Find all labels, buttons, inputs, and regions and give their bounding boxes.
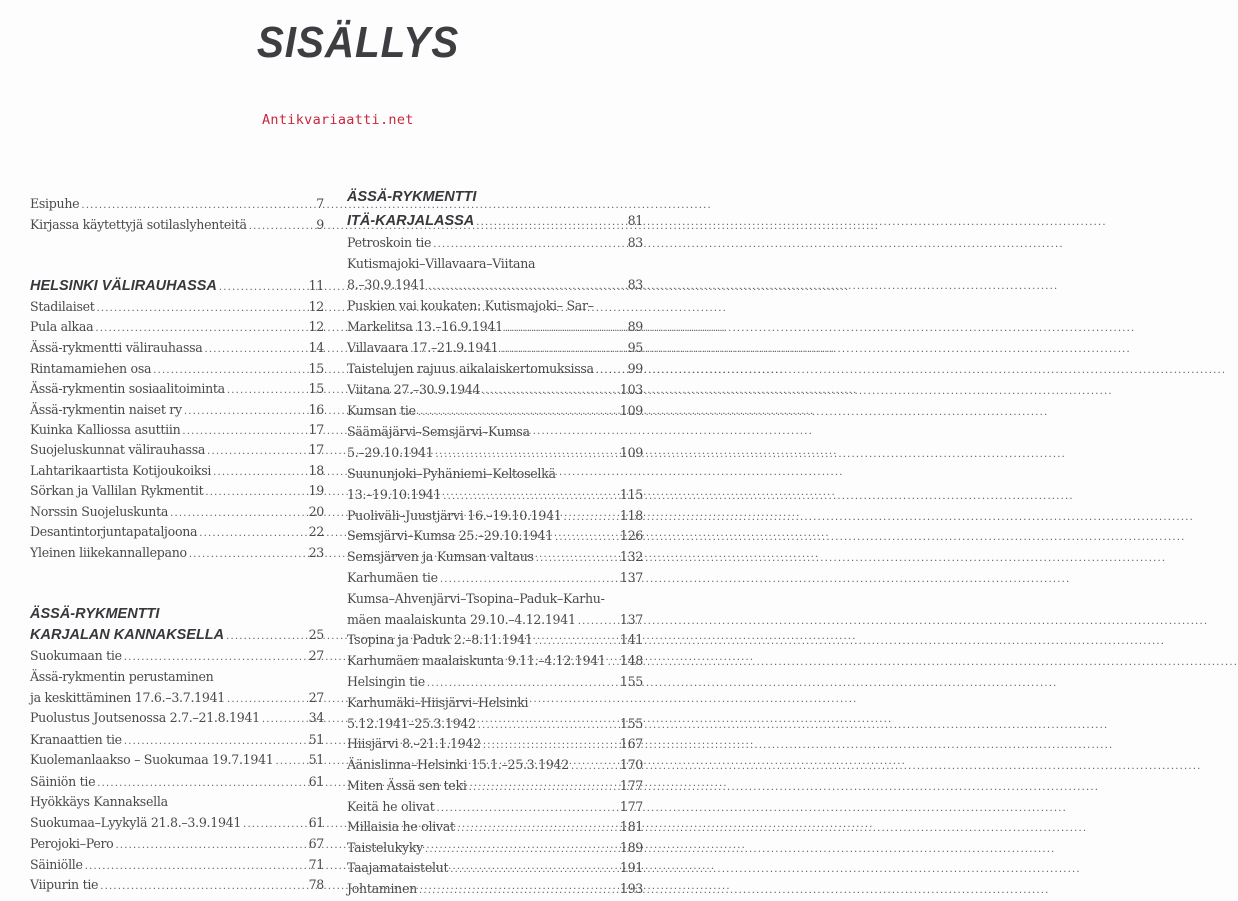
dot-leader: [249, 217, 315, 237]
toc-page-number: 132: [619, 549, 643, 564]
dot-leader: [184, 402, 307, 422]
toc-page-number: 193: [619, 881, 643, 896]
toc-entry-title: Tsopina ja Paduk 2.–8.11.1941: [347, 632, 533, 647]
toc-entry: [347, 380, 643, 400]
toc-entry-title: KARJALAN KANNAKSELLA: [30, 627, 225, 643]
dot-leader: [182, 422, 306, 442]
toc-entry: [30, 481, 324, 501]
dot-leader: [440, 570, 618, 590]
toc-entry-title: Karhumäen maalaiskunta 9.11.–4.12.1941: [347, 653, 606, 668]
toc-entry-title: Kuolemanlaakso – Suokumaa 19.7.1941: [30, 752, 274, 767]
toc-page-number: 19: [308, 483, 324, 498]
toc-entry-title: Yleinen liikekannallepano: [30, 545, 187, 560]
toc-page-number: 170: [619, 757, 643, 772]
dot-leader: [437, 799, 618, 819]
toc-page-number: 71: [308, 857, 324, 872]
toc-page-number: 99: [627, 361, 643, 376]
toc-entry: [347, 296, 643, 316]
dot-leader: [571, 757, 618, 777]
toc-entry-title: Taistelujen rajuus aikalaiskertomuksissa: [347, 361, 594, 376]
dot-leader: [85, 857, 307, 877]
toc-entry-title: Karhumäen tie: [347, 570, 438, 585]
dot-leader: [596, 361, 626, 381]
toc-entry: [30, 646, 324, 666]
toc-entry-title: Puskien vai koukaten: Kutismajoki– Sar–: [347, 298, 594, 313]
toc-entry-title: Kranaattien tie: [30, 732, 122, 747]
toc-entry-title: Petroskoin tie: [347, 235, 432, 250]
dot-leader: [578, 612, 618, 632]
toc-entry-title: Säämäjärvi–Semsjärvi–Kumsa: [347, 424, 530, 439]
toc-page-number: 89: [627, 319, 643, 334]
toc-entry-title: Ässä-rykmentin naiset ry: [30, 402, 182, 417]
dot-leader: [276, 752, 307, 772]
toc-entry: [30, 194, 324, 214]
toc-entry: [347, 485, 643, 505]
toc-entry: [30, 708, 324, 728]
dot-leader: [115, 836, 306, 856]
toc-page-number: 81: [627, 213, 643, 228]
toc-entry: [30, 750, 324, 770]
dot-leader: [153, 361, 306, 381]
toc-page-number: 189: [619, 840, 643, 855]
toc-page-number: 20: [308, 504, 324, 519]
dot-leader: [243, 815, 306, 835]
dot-leader: [418, 403, 618, 423]
toc-entry: [347, 233, 643, 253]
dot-leader: [428, 277, 626, 297]
toc-entry-title: ja keskittäminen 17.6.–3.7.1941: [30, 690, 226, 705]
dot-leader: [500, 340, 625, 360]
toc-entry-title: Pula alkaa: [30, 319, 94, 334]
toc-page-number: 27: [308, 690, 324, 705]
toc-entry: [347, 672, 643, 692]
toc-entry-title: Puolustus Joutsenossa 2.7.–21.8.1941: [30, 710, 260, 725]
dot-leader: [425, 840, 618, 860]
dot-leader: [608, 653, 618, 673]
dot-leader: [262, 710, 307, 730]
toc-entry: [347, 401, 643, 421]
dot-leader: [469, 778, 618, 798]
toc-section-heading: [347, 187, 643, 207]
toc-entry: [347, 858, 643, 878]
dot-leader: [219, 278, 307, 298]
dot-leader: [482, 382, 618, 402]
toc-entry: [30, 543, 324, 563]
toc-page-number: 141: [619, 632, 643, 647]
toc-entry: [347, 755, 643, 775]
toc-entry: [347, 879, 643, 899]
dot-leader: [95, 319, 306, 339]
toc-page-number: 67: [308, 836, 324, 851]
toc-entry-title: Viitana 27.–30.9.1944: [347, 382, 481, 397]
toc-page-number: 61: [308, 815, 324, 830]
page-title: SISÄLLYS: [256, 18, 460, 67]
toc-entry: [30, 440, 324, 460]
toc-entry-title: Suokumaan tie: [30, 648, 122, 663]
toc-entry: [347, 317, 643, 337]
toc-entry: [30, 379, 324, 399]
dot-leader: [207, 442, 306, 462]
toc-entry: [347, 275, 643, 295]
toc-entry: [30, 215, 324, 235]
toc-entry: [30, 834, 324, 854]
toc-entry: [347, 776, 643, 796]
toc-entry: [347, 568, 643, 588]
toc-entry: [347, 838, 643, 858]
dot-leader: [170, 504, 306, 524]
toc-entry-title: Kumsa–Ahvenjärvi–Tsopina–Paduk–Karhu-: [347, 591, 605, 606]
toc-entry: [30, 522, 324, 542]
dot-leader: [505, 319, 626, 339]
dot-leader: [433, 235, 625, 255]
toc-entry-title: ÄSSÄ-RYKMENTTI: [347, 189, 477, 205]
dot-leader: [450, 860, 618, 880]
toc-entry-title: Johtaminen: [347, 881, 417, 896]
toc-page-number: 103: [619, 382, 643, 397]
toc-entry: [30, 772, 324, 792]
toc-page-number: 12: [308, 299, 324, 314]
toc-entry-title: Suokumaa–Lyykylä 21.8.–3.9.1941: [30, 815, 242, 830]
toc-page-number: 137: [619, 612, 643, 627]
dot-leader: [564, 508, 618, 528]
toc-entry: [30, 688, 324, 708]
toc-entry-title: Äänislinna–Helsinki 15.1.–25.3.1942: [347, 757, 569, 772]
toc-entry-title: Millaisia he olivat: [347, 819, 455, 834]
toc-entry: [347, 443, 643, 463]
toc-entry: [30, 338, 324, 358]
toc-entry: [347, 797, 643, 817]
toc-page-number: 83: [627, 277, 643, 292]
dot-leader: [555, 528, 618, 548]
toc-entry-title: Puoliväli–Juustjärvi 16.–19.10.1941: [347, 508, 562, 523]
toc-entry: [30, 420, 324, 440]
toc-entry-title: Suojeluskunnat välirauhassa: [30, 442, 206, 457]
toc-section-heading: [347, 211, 643, 231]
toc-entry: [347, 526, 643, 546]
toc-entry-title: 13.–19.10.1941: [347, 487, 442, 502]
toc-entry-title: 5.–29.10.1941: [347, 445, 434, 460]
toc-entry-title: Hiisjärvi 8.–21.1.1942: [347, 736, 481, 751]
toc-page-number: 109: [619, 403, 643, 418]
toc-entry-title: Stadilaiset: [30, 299, 95, 314]
toc-entry: [347, 506, 643, 526]
toc-entry-title: Ässä-rykmentin sosiaalitoiminta: [30, 381, 225, 396]
toc-entry-title: Norssin Suojeluskunta: [30, 504, 169, 519]
toc-page-number: 51: [308, 732, 324, 747]
toc-page-number: 15: [308, 361, 324, 376]
toc-page-number: 7: [316, 196, 324, 211]
toc-entry: [347, 610, 643, 630]
toc-page-number: 95: [627, 340, 643, 355]
toc-page-number: 155: [619, 674, 643, 689]
toc-entry: [30, 730, 324, 750]
toc-entry-title: Taistelukyky: [347, 840, 423, 855]
toc-page-number: 25: [308, 627, 324, 642]
toc-entry-title: Kirjassa käytettyjä sotilaslyhenteitä: [30, 217, 247, 232]
dot-leader: [100, 877, 306, 897]
toc-page-number: 34: [308, 710, 324, 725]
toc-entry-title: Kutismajoki–Villavaara–Viitana: [347, 256, 536, 271]
dot-leader: [97, 299, 307, 319]
toc-page-number: 83: [627, 235, 643, 250]
toc-entry: [347, 734, 643, 754]
toc-entry-title: Suununjoki–Pyhäniemi–Keltoselkä: [347, 466, 556, 481]
toc-entry: [347, 422, 643, 442]
toc-page-number: 126: [619, 528, 643, 543]
toc-page-number: 23: [308, 545, 324, 560]
toc-page-number: 14: [308, 340, 324, 355]
toc-page-number: 137: [619, 570, 643, 585]
dot-leader: [226, 627, 306, 647]
toc-page-number: 61: [308, 774, 324, 789]
toc-entry: [30, 400, 324, 420]
toc-page-number: 155: [619, 716, 643, 731]
toc-page-number: 12: [308, 319, 324, 334]
toc-page-number: 177: [619, 778, 643, 793]
toc-entry: [30, 667, 324, 687]
toc-entry-title: Keitä he olivat: [347, 799, 435, 814]
toc-page-number: 16: [308, 402, 324, 417]
toc-entry-title: Ässä-rykmentin perustaminen: [30, 669, 214, 684]
toc-entry-title: Kuinka Kalliossa asuttiin: [30, 422, 181, 437]
toc-page-number: 115: [619, 487, 643, 502]
toc-entry-title: Säiniön tie: [30, 774, 96, 789]
toc-entry: [30, 502, 324, 522]
toc-page-number: 191: [619, 860, 643, 875]
toc-entry-title: Rintamamiehen osa: [30, 361, 152, 376]
dot-leader: [205, 483, 306, 503]
dot-leader: [483, 736, 618, 756]
toc-entry-title: Esipuhe: [30, 196, 80, 211]
dot-leader: [97, 774, 306, 794]
toc-page-number: 181: [619, 819, 643, 834]
dot-leader: [419, 881, 618, 901]
toc-entry-title: Säiniölle: [30, 857, 83, 872]
dot-leader: [227, 381, 307, 401]
toc-page-number: 11: [308, 278, 324, 293]
toc-entry-title: Ässä-rykmentti välirauhassa: [30, 340, 203, 355]
toc-entry-title: mäen maalaiskunta 29.10.–4.12.1941: [347, 612, 576, 627]
toc-entry-title: Karhumäki–Hiisjärvi–Helsinki: [347, 695, 529, 710]
toc-entry-title: Kumsan tie: [347, 403, 416, 418]
toc-page-number: 78: [308, 877, 324, 892]
toc-entry: [30, 297, 324, 317]
toc-entry-title: Viipurin tie: [30, 877, 99, 892]
toc-entry-title: ITÄ-KARJALASSA: [347, 213, 475, 229]
watermark: Antikvariaatti.net: [262, 112, 414, 128]
toc-entry: [347, 547, 643, 567]
toc-entry: [347, 693, 643, 713]
toc-page-number: 148: [619, 653, 643, 668]
toc-entry: [347, 589, 643, 609]
toc-section-heading: [30, 276, 324, 296]
toc-entry-title: Semsjärvi–Kumsa 25.–29.10.1941: [347, 528, 553, 543]
dot-leader: [124, 648, 307, 668]
toc-page-number: 15: [308, 381, 324, 396]
toc-entry-title: 5.12.1941–25.3.1942: [347, 716, 476, 731]
toc-entry: [30, 875, 324, 895]
dot-leader: [81, 196, 314, 216]
toc-entry-title: ÄSSÄ-RYKMENTTI: [30, 606, 160, 622]
toc-page-number: 17: [308, 442, 324, 457]
toc-entry-title: Semsjärven ja Kumsan valtaus: [347, 549, 534, 564]
dot-leader: [535, 632, 618, 652]
dot-leader: [443, 487, 618, 507]
toc-entry-title: Villavaara 17.–21.9.1941: [347, 340, 499, 355]
toc-entry-title: HELSINKI VÄLIRAUHASSA: [30, 278, 217, 294]
toc-entry-title: Perojoki–Pero: [30, 836, 114, 851]
toc-entry: [347, 651, 643, 671]
toc-entry: [347, 338, 643, 358]
toc-entry-title: Miten Ässä sen teki: [347, 778, 467, 793]
toc-entry: [347, 464, 643, 484]
toc-page-number: 9: [316, 217, 324, 232]
toc-page-number: 22: [308, 524, 324, 539]
toc-section-heading: [30, 604, 324, 624]
toc-page-number: 17: [308, 422, 324, 437]
dot-leader: [204, 340, 306, 360]
toc-entry: [347, 254, 643, 274]
toc-page-number: 51: [308, 752, 324, 767]
toc-entry-title: Sörkan ja Vallilan Rykmentit: [30, 483, 204, 498]
dot-leader: [227, 690, 307, 710]
toc-section-heading: [30, 625, 324, 645]
dot-leader: [476, 213, 625, 233]
dot-leader: [436, 445, 618, 465]
toc-entry: [30, 813, 324, 833]
toc-entry-title: 8.–30.9.1941: [347, 277, 426, 292]
dot-leader: [213, 463, 306, 483]
toc-entry-title: Lahtarikaartista Kotijoukoiksi: [30, 463, 212, 478]
toc-entry: [347, 817, 643, 837]
dot-leader: [457, 819, 618, 839]
toc-page-number: 167: [619, 736, 643, 751]
toc-entry: [30, 317, 324, 337]
toc-entry-title: Desantintorjuntapataljoona: [30, 524, 198, 539]
dot-leader: [427, 674, 618, 694]
toc-entry-title: Taajamataistelut: [347, 860, 449, 875]
toc-page-number: 118: [619, 508, 643, 523]
toc-page-number: 109: [619, 445, 643, 460]
toc-page-number: 18: [308, 463, 324, 478]
toc-entry: [30, 359, 324, 379]
toc-page-number: 27: [308, 648, 324, 663]
toc-page-number: 177: [619, 799, 643, 814]
toc-entry-title: Helsingin tie: [347, 674, 425, 689]
toc-entry: [347, 630, 643, 650]
toc-entry-title: Hyökkäys Kannaksella: [30, 794, 168, 809]
dot-leader: [536, 549, 618, 569]
toc-entry-title: Markelitsa 13.–16.9.1941: [347, 319, 503, 334]
toc-entry: [30, 855, 324, 875]
toc-entry: [347, 359, 643, 379]
dot-leader: [124, 732, 307, 752]
dot-leader: [478, 716, 618, 736]
toc-entry: [347, 714, 643, 734]
toc-entry: [30, 792, 324, 812]
toc-entry: [30, 461, 324, 481]
dot-leader: [199, 524, 306, 544]
dot-leader: [189, 545, 307, 565]
